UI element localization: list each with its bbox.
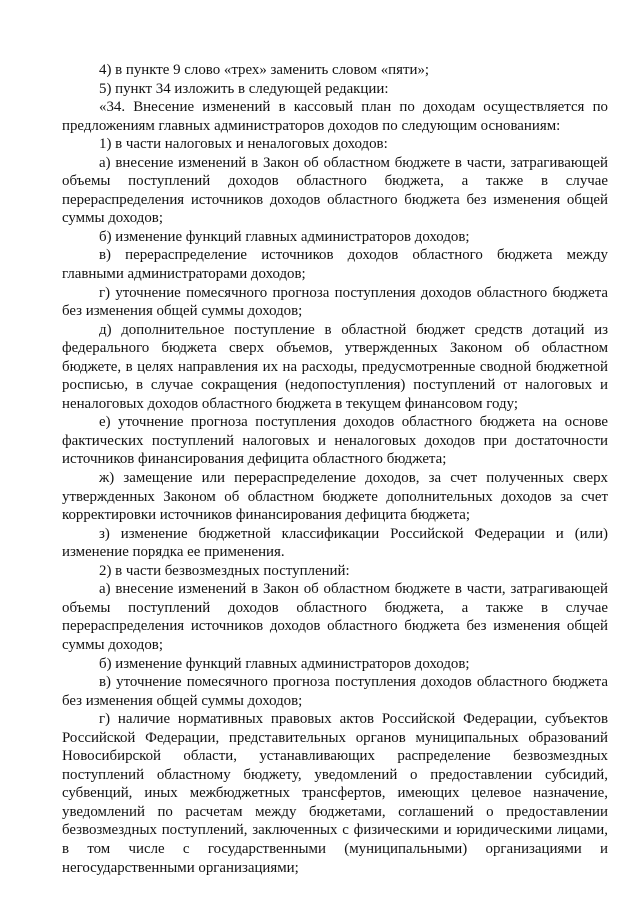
paragraph-1-d: д) дополнительное поступление в областной бюджет средств дотаций из федерального бюджета сверх объемов, утвержденных Законом об областном бюджете, в целях направления их на расходы, предусмотренные сводной бюджетной росписью, в случае сокращения (недопоступления) поступлений от налоговых и неналоговых доходов областного бюджета в текущем финансовом году; [62,321,608,412]
paragraph-2-a: а) внесение изменений в Закон об областном бюджете в части, затрагивающей объемы поступлений доходов областного бюджета, а также в случае перераспределения источников доходов областного бюджета без изменения общей суммы доходов; [62,581,608,653]
paragraph-1-e: е) уточнение прогноза поступления доходов областного бюджета на основе фактических поступлений налоговых и неналоговых доходов при достаточности источников финансирования дефицита областного бюджета; [62,414,608,468]
paragraph-1-g: г) уточнение помесячного прогноза поступления доходов областного бюджета без изменения общей суммы доходов; [62,284,608,320]
paragraph-1-z: з) изменение бюджетной классификации Российской Федерации и (или) изменение порядка ее применения. [62,525,608,561]
paragraph-2-b: б) изменение функций главных администраторов доходов; [99,655,470,672]
paragraph-item-4: 4) в пункте 9 слово «трех» заменить словом «пяти»; [99,62,430,78]
paragraph-2-g: г) наличие нормативных правовых актов Российской Федерации, субъектов Российской Федерации, представительных органов муниципальных образований Новосибирской области, устанавливающих распределение безвозмездных поступлений областному бюджету, уведомлений о предоставлении субсидий, субвенций, иных межбюджетных трансфертов, имеющих целевое назначение, уведомлений по расчетам между бюджетами, соглашений о предоставлении безвозмездных поступлений, заключенных с физическими и юридическими лицами, в том числе с государственными (муниципальными) организациями и негосударственными организациями; [62,711,608,876]
paragraph-item-5: 5) пункт 34 изложить в следующей редакции: [99,80,389,97]
paragraph-1-b: б) изменение функций главных администраторов доходов; [99,228,470,245]
paragraph-1-a: а) внесение изменений в Закон об областном бюджете в части, затрагивающей объемы поступлений доходов областного бюджета, а также в случае перераспределения источников доходов областного бюджета без изменения общей суммы доходов; [62,154,608,227]
paragraph-2-v: в) уточнение помесячного прогноза поступления доходов областного бюджета без изменения общей суммы доходов; [62,674,608,709]
paragraph-section-2-heading: 2) в части безвозмездных поступлений: [99,562,350,579]
paragraph-1-zh: ж) замещение или перераспределение доходов, за счет полученных сверх утвержденных Законом об областном бюджете дополнительных доходов за счет корректировки источников финансирования дефицита бюджета; [62,470,608,524]
paragraph-point-34-intro: «34. Внесение изменений в кассовый план по доходам осуществляется по предложениям главных администраторов доходов по следующим основаниям: [62,99,608,134]
paragraph-1-v: в) перераспределение источников доходов областного бюджета между главными администраторами доходов; [62,247,608,283]
paragraph-section-1-heading: 1) в части налоговых и неналоговых доходов: [99,136,388,153]
